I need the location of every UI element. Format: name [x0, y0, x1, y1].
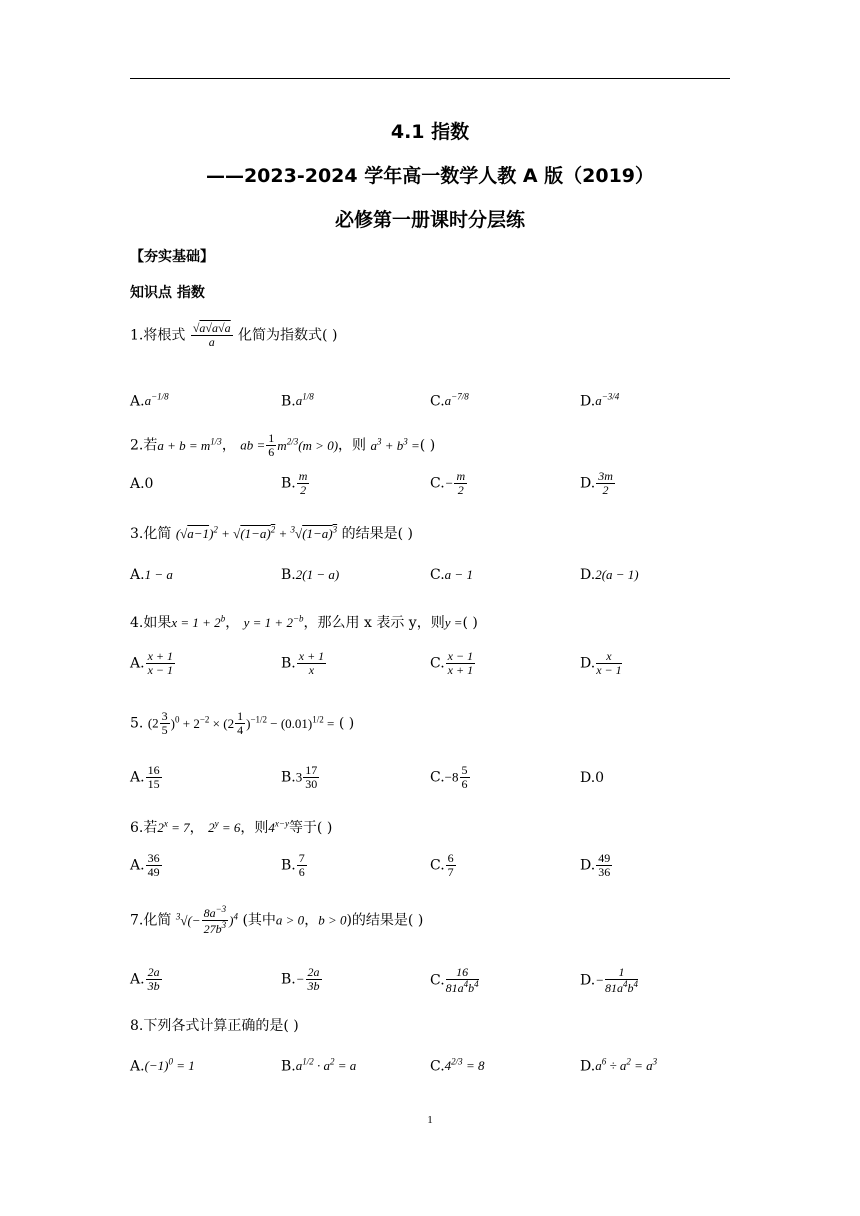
q7-option-c[interactable]: C. $\frac{16}{81a^4b^4}$ [430, 965, 479, 996]
q6-option-d[interactable]: D. $\frac{49}{36}$ [580, 851, 611, 880]
q4-option-b[interactable]: B. $\frac{x + 1}{x}$ [281, 649, 325, 678]
q4-option-a[interactable]: A. $\frac{x + 1}{x - 1}$ [130, 649, 173, 678]
question-4: 4.如果$x = 1 + 2^b$， $y = 1 + 2^{-b}$，那么用 x 表示 y，则y =( ) [130, 613, 478, 631]
q1-option-a[interactable]: $A.a^{-1/8}$ [130, 392, 169, 410]
question-5: 5. (2 $\frac{3}{5}$ )$^0 + 2^{-2} \times (2$ $\frac{1}{4}$ )$^{-1/2} - (0.01)^{1/2}$ = ( ) [130, 709, 355, 738]
q5-option-b[interactable]: B.3 $\frac{17}{30}$ [281, 763, 318, 792]
q5-option-a[interactable]: A. $\frac{16}{15}$ [130, 763, 160, 792]
topic-label: 知识点 指数 [130, 285, 205, 301]
title-line-3: 必修第一册课时分层练 [334, 209, 525, 231]
question-1: 1.将根式 $\frac{√a√a√a}{a}$ 化简为指数式( ) [130, 321, 338, 350]
q2-option-a[interactable]: A.0 [130, 476, 154, 492]
q8-option-d[interactable]: $D.a^6 \div a^2 = a^3$ [580, 1057, 658, 1075]
q3-option-a[interactable]: A.1 − a [130, 567, 173, 583]
question-7: 7.化简 $^3$√(− $\frac{8a^{-3}}{27b^3}$ )$^4$ (其中a > 0，b > 0)的结果是( ) [130, 904, 424, 937]
q2-option-d[interactable]: D. $\frac{3m}{2}$ [580, 469, 613, 498]
q3-option-b[interactable]: B.2(1 − a) [281, 567, 340, 583]
q8-option-b[interactable]: $B.a^{1/2} \cdot a^2 = a$ [281, 1057, 357, 1075]
q2-option-b[interactable]: B. $\frac{m}{2}$ [281, 469, 308, 498]
question-8: 8.下列各式计算正确的是( ) [130, 1018, 299, 1034]
question-3: 3.化简 $(√a-1)^2 + √(1-a)^2 + ^3√(1-a)^3$ 的结果是( ) [130, 524, 413, 542]
title-line-1: 4.1 指数 [390, 121, 470, 143]
q5-option-d[interactable]: D.0 [580, 770, 605, 786]
q7-option-a[interactable]: A. $\frac{2a}{3b}$ [130, 965, 160, 994]
q6-option-c[interactable]: C. $\frac{6}{7}$ [430, 851, 454, 880]
q6-option-a[interactable]: A. $\frac{36}{49}$ [130, 851, 160, 880]
q8-option-c[interactable]: $C.4^{2/3} = 8$ [430, 1057, 485, 1075]
q5-option-c[interactable]: C.−8 $\frac{5}{6}$ [430, 763, 468, 792]
q4-option-d[interactable]: D. $\frac{x}{x - 1}$ [580, 649, 622, 678]
q3-option-c[interactable]: C.a − 1 [430, 567, 473, 583]
q6-option-b[interactable]: B. $\frac{7}{6}$ [281, 851, 305, 880]
q1-option-d[interactable]: $D.a^{-3/4}$ [580, 392, 620, 410]
q3-option-d[interactable]: D.2(a − 1) [580, 567, 639, 583]
q1-option-c[interactable]: $C.a^{-7/8}$ [430, 392, 469, 410]
q7-option-d[interactable]: D.− $\frac{1}{81a^4b^4}$ [580, 965, 638, 996]
q8-option-a[interactable]: $A.(-1)^0 = 1$ [130, 1057, 195, 1075]
page-number: 1 [427, 1114, 433, 1126]
q4-option-c[interactable]: C. $\frac{x - 1}{x + 1}$ [430, 649, 474, 678]
question-6: 6.若$2^x = 7$， $2^y = 6$，则$4^{x-y}$等于( ) [130, 818, 333, 836]
q2-option-c[interactable]: C.− $\frac{m}{2}$ [430, 469, 466, 498]
section-label: 【夯实基础】 [130, 249, 214, 265]
q7-option-b[interactable]: B.− $\frac{2a}{3b}$ [281, 965, 320, 994]
title-line-2: ——2023-2024 学年高一数学人教 A 版（2019） [205, 165, 655, 187]
header-rule [130, 78, 730, 79]
q1-option-b[interactable]: $B.a^{1/8}$ [281, 392, 314, 410]
question-2: 2.若$a + b = m^{1/3}$， ab = $\frac{1}{6}$ $m^{2/3}(m > 0)$，则 $a^3 + b^3$ =( ) [130, 431, 436, 460]
